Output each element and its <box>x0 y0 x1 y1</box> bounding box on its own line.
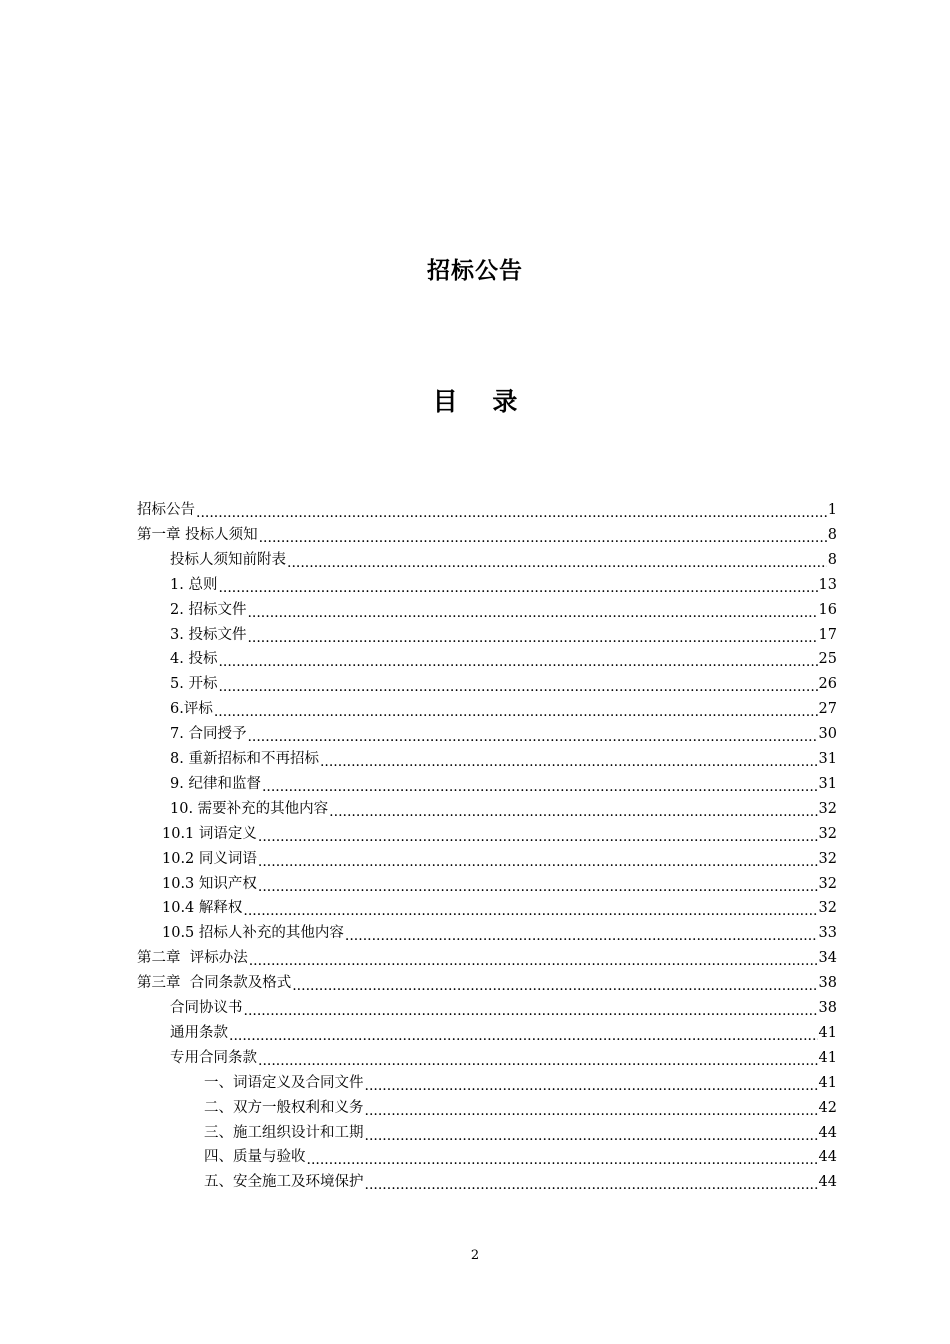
toc-entry-label: 9. 纪律和监督 <box>170 775 261 792</box>
toc-entry-label: 5. 开标 <box>170 676 218 693</box>
toc-entry-label: 专用合同条款 <box>170 1049 257 1066</box>
toc-entry[interactable] <box>170 748 837 770</box>
toc-entry-page: 44 <box>818 1149 837 1166</box>
toc-entry[interactable] <box>204 1146 837 1168</box>
toc-entry-page: 26 <box>818 676 837 693</box>
toc-entry-page: 32 <box>818 800 837 817</box>
toc-entry-page: 41 <box>818 1074 837 1091</box>
toc-entry-page: 38 <box>818 975 837 992</box>
toc-dot-leader <box>329 802 817 820</box>
toc-entry-label: 第三章 合同条款及格式 <box>137 975 292 992</box>
toc-entry-label: 10.4 解释权 <box>162 900 243 917</box>
toc-dot-leader <box>258 877 818 895</box>
toc-entry-page: 31 <box>818 751 837 767</box>
toc-entry[interactable] <box>162 897 837 919</box>
toc-dot-leader <box>345 926 818 944</box>
toc-entry-page: 32 <box>818 875 837 892</box>
toc-dot-leader <box>365 1101 818 1119</box>
toc-entry-page: 32 <box>818 825 837 842</box>
toc-entry-page: 42 <box>818 1099 837 1116</box>
toc-entry-label: 10.5 招标人补充的其他内容 <box>162 925 344 942</box>
toc-entry[interactable] <box>170 1022 837 1044</box>
toc-dot-leader <box>218 677 817 695</box>
toc-entry[interactable] <box>137 947 837 969</box>
toc-entry[interactable] <box>162 823 837 845</box>
toc-entry[interactable] <box>170 698 837 720</box>
toc-dot-leader <box>214 702 818 720</box>
toc-entry[interactable] <box>170 624 837 646</box>
toc-dot-leader <box>258 827 818 845</box>
toc-entry[interactable] <box>170 599 837 621</box>
toc-entry[interactable] <box>170 997 837 1019</box>
toc-entry[interactable] <box>162 873 837 895</box>
toc-entry-page: 33 <box>818 925 837 942</box>
toc-entry-label: 第一章 投标人须知 <box>137 526 258 543</box>
toc-dot-leader <box>196 503 827 521</box>
toc-entry[interactable] <box>170 723 837 745</box>
toc-dot-leader <box>247 603 817 621</box>
toc-entry-page: 32 <box>818 850 837 867</box>
toc-dot-leader <box>243 901 817 919</box>
toc-entry-label: 4. 投标 <box>170 651 218 668</box>
toc-entry-label: 3. 投标文件 <box>170 626 247 643</box>
toc-entry-label: 10.2 同义词语 <box>162 850 257 867</box>
toc-dot-leader <box>218 578 817 596</box>
toc-entry-label: 招标公告 <box>137 502 195 518</box>
toc-entry-label: 10.3 知识产权 <box>162 875 257 892</box>
toc-entry-page: 41 <box>818 1024 837 1041</box>
toc-entry-label: 二、双方一般权利和义务 <box>204 1099 364 1116</box>
toc-entry-label: 三、施工组织设计和工期 <box>204 1124 364 1141</box>
toc-entry[interactable] <box>204 1097 837 1119</box>
toc-entry[interactable] <box>170 798 837 820</box>
toc-entry-label: 四、质量与验收 <box>204 1149 306 1166</box>
toc-entry-label: 投标人须知前附表 <box>170 551 286 568</box>
toc-entry-page: 27 <box>818 701 837 718</box>
toc-entry[interactable] <box>162 848 837 870</box>
toc-entry[interactable] <box>204 1171 837 1193</box>
toc-entry-page: 16 <box>818 601 837 618</box>
toc-entry-page: 41 <box>818 1049 837 1066</box>
toc-entry-page: 25 <box>818 651 837 668</box>
toc-entry-page: 31 <box>818 775 837 792</box>
toc-entry-page: 38 <box>818 1000 837 1016</box>
toc-entry[interactable] <box>137 972 837 994</box>
toc-dot-leader <box>365 1175 818 1193</box>
toc-dot-leader <box>258 852 818 870</box>
toc-entry[interactable] <box>170 1047 837 1069</box>
toc-dot-leader <box>292 976 817 994</box>
toc-entry-page: 1 <box>827 502 837 518</box>
toc-dot-leader <box>247 628 817 646</box>
toc-dot-leader <box>218 652 817 670</box>
toc-entry[interactable] <box>170 773 837 795</box>
toc-entry-label: 1. 总则 <box>170 576 218 593</box>
toc-entry-page: 8 <box>827 551 837 568</box>
toc-entry-page: 30 <box>818 726 837 743</box>
toc-entry-page: 32 <box>818 900 837 917</box>
toc-entry-label: 10.1 词语定义 <box>162 825 257 842</box>
toc-entry-label: 第二章 评标办法 <box>137 950 248 967</box>
toc-entry-label: 10. 需要补充的其他内容 <box>170 800 329 817</box>
toc-entry[interactable] <box>204 1072 837 1094</box>
toc-entry-page: 44 <box>818 1124 837 1141</box>
toc-entry[interactable] <box>170 673 837 695</box>
toc-entry-label: 7. 合同授予 <box>170 726 247 743</box>
toc-title: 目 录 <box>432 387 518 416</box>
toc-dot-leader <box>262 777 818 795</box>
toc-entry-label: 8. 重新招标和不再招标 <box>170 751 319 767</box>
toc-entry-label: 通用条款 <box>170 1024 228 1041</box>
toc-entry-label: 一、词语定义及合同文件 <box>204 1074 364 1091</box>
toc-entry-page: 17 <box>818 626 837 643</box>
toc-entry-page: 13 <box>818 576 837 593</box>
notice-title: 招标公告 <box>427 258 523 284</box>
toc-entry-page: 44 <box>818 1174 837 1191</box>
toc-entry[interactable] <box>170 549 837 571</box>
toc-dot-leader <box>249 951 818 969</box>
page-number: 2 <box>470 1248 480 1263</box>
toc-dot-leader <box>247 727 817 745</box>
toc-dot-leader <box>307 1150 818 1168</box>
toc-entry-page: 34 <box>818 950 837 967</box>
toc-entry[interactable] <box>137 524 837 546</box>
toc-dot-leader <box>244 1001 818 1019</box>
toc-entry-label: 6.评标 <box>170 701 213 718</box>
toc-entry-label: 五、安全施工及环境保护 <box>204 1174 364 1191</box>
toc-entry[interactable] <box>162 922 837 944</box>
toc-entry-page: 8 <box>827 526 837 543</box>
toc-dot-leader <box>320 752 818 770</box>
toc-entry-label: 合同协议书 <box>170 1000 243 1016</box>
toc-entry[interactable] <box>137 499 837 521</box>
toc-entry-label: 2. 招标文件 <box>170 601 247 618</box>
toc-dot-leader <box>259 528 827 546</box>
toc-dot-leader <box>229 1026 818 1044</box>
toc-dot-leader <box>365 1076 818 1094</box>
toc-entry[interactable] <box>170 574 837 596</box>
toc-dot-leader <box>258 1051 818 1069</box>
toc-entry[interactable] <box>170 648 837 670</box>
toc-dot-leader <box>365 1126 818 1144</box>
toc-dot-leader <box>287 553 827 571</box>
toc-entry[interactable] <box>204 1122 837 1144</box>
